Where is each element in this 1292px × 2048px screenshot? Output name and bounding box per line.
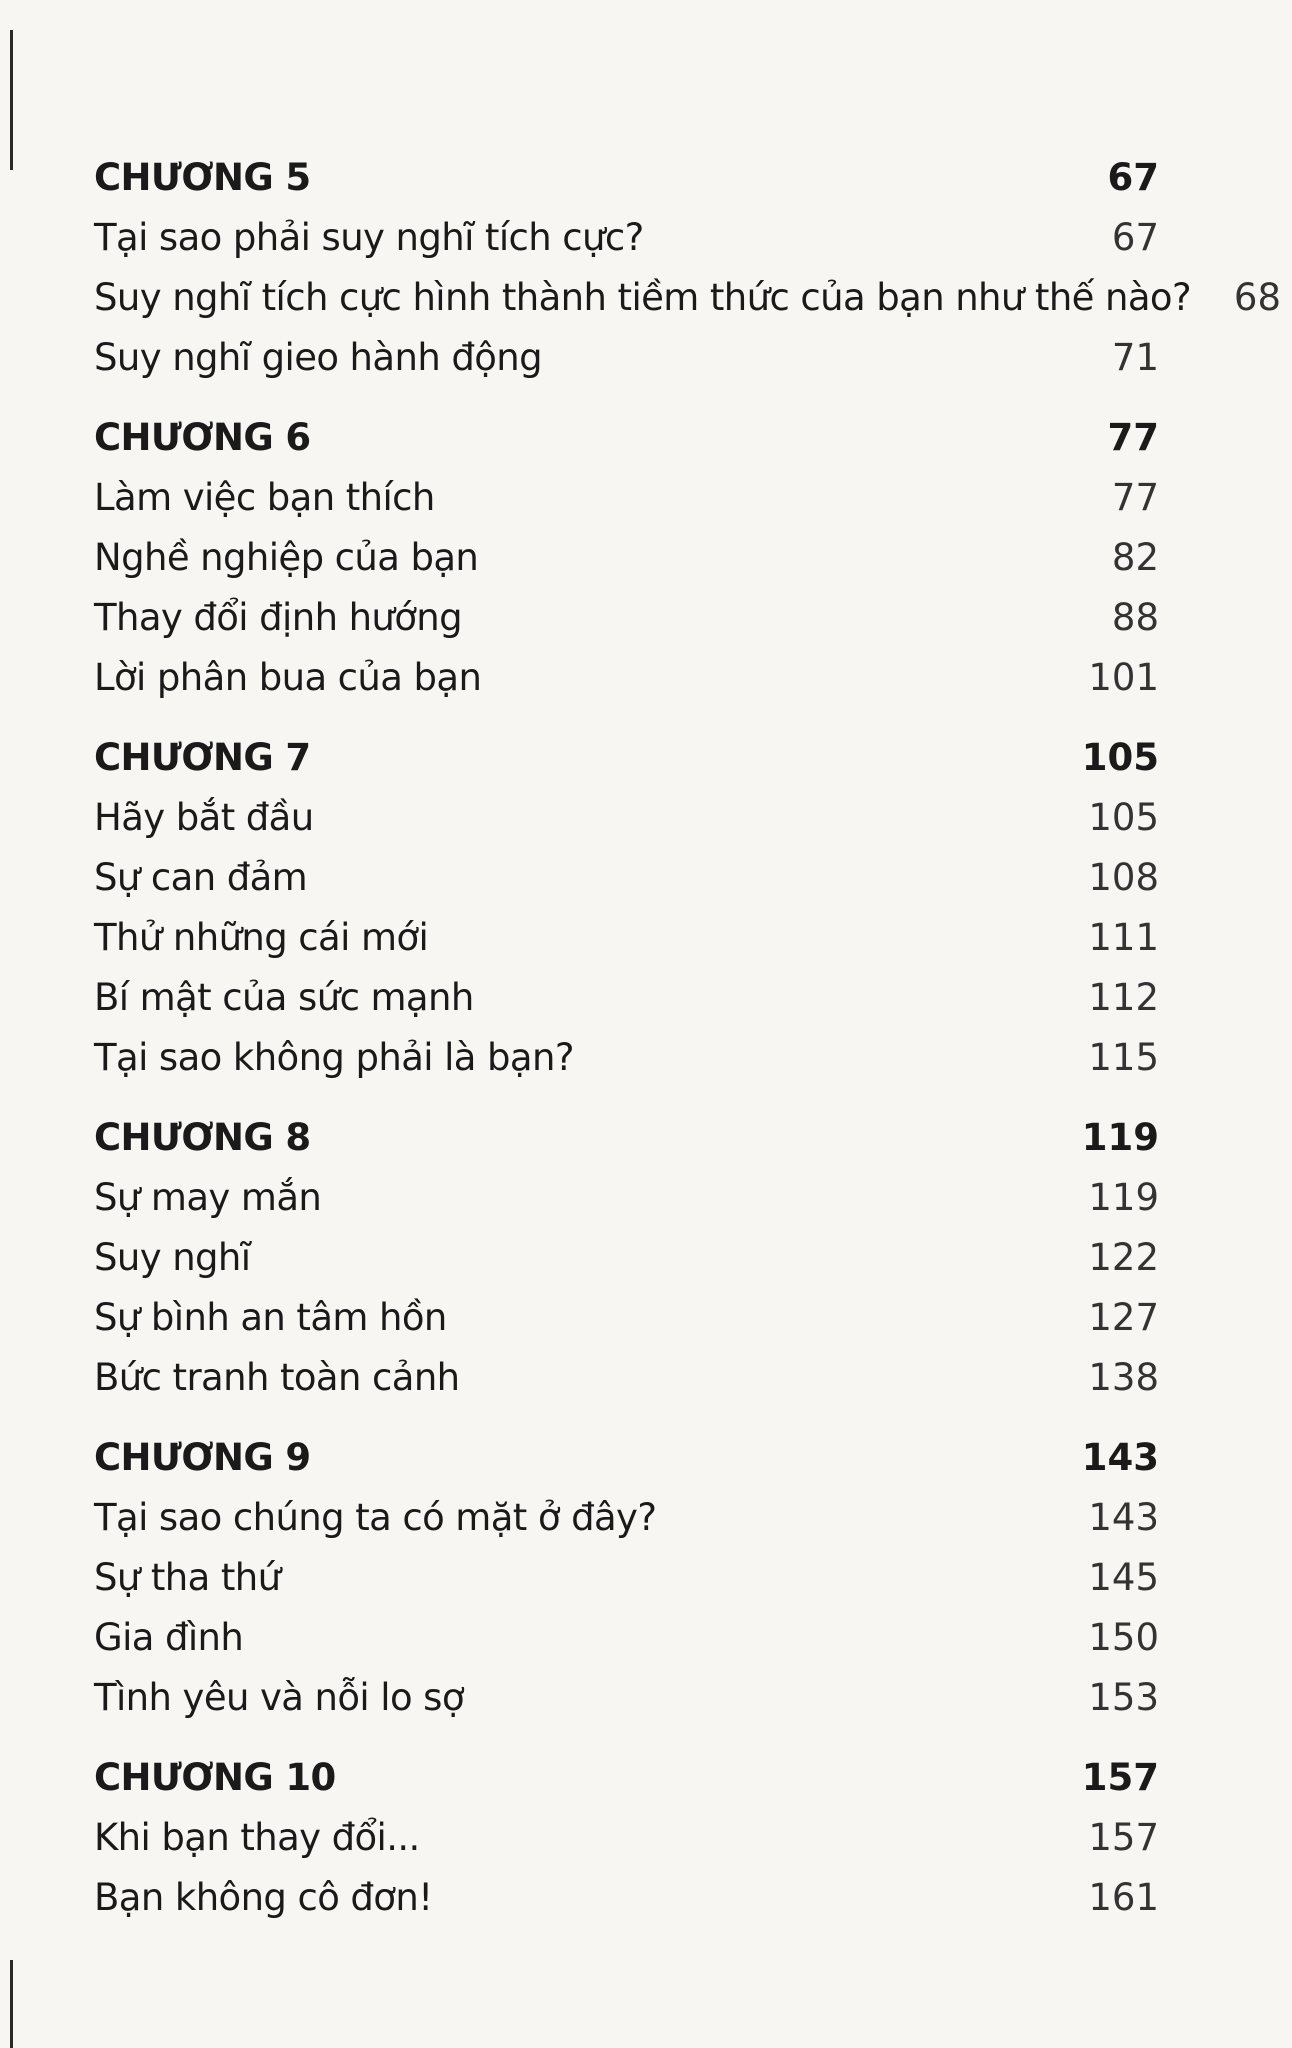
entry-page-number: 122: [1088, 1236, 1159, 1279]
toc-chapter: [94, 1108, 1159, 1408]
entry-title: Tại sao chúng ta có mặt ở đây?: [94, 1496, 657, 1539]
toc-entry: [94, 1228, 1159, 1288]
entry-title: Sự tha thứ: [94, 1556, 281, 1599]
entry-title: Suy nghĩ gieo hành động: [94, 336, 542, 379]
entry-page-number: 82: [1111, 536, 1159, 579]
entry-title: Suy nghĩ: [94, 1236, 251, 1279]
entry-title: Tại sao không phải là bạn?: [94, 1036, 574, 1079]
entry-page-number: 105: [1088, 796, 1159, 839]
chapter-heading: CHƯƠNG 7: [94, 736, 311, 779]
entry-title: Thay đổi định hướng: [94, 596, 463, 639]
toc-entry: [94, 1608, 1159, 1668]
toc-entry: [94, 1348, 1159, 1408]
entry-title: Suy nghĩ tích cực hình thành tiềm thức của bạn như thế nào?: [94, 276, 1192, 319]
entry-page-number: 157: [1088, 1816, 1159, 1859]
toc-entry: [94, 1288, 1159, 1348]
toc-entry: [94, 1028, 1159, 1088]
entry-page-number: 145: [1088, 1556, 1159, 1599]
toc-chapter: [94, 1748, 1159, 1928]
entry-page-number: 161: [1088, 1876, 1159, 1919]
toc-entry: [94, 908, 1159, 968]
toc-entry: [94, 268, 1282, 328]
entry-page-number: 101: [1088, 656, 1159, 699]
entry-page-number: 143: [1088, 1496, 1159, 1539]
toc-entry: [94, 468, 1159, 528]
entry-page-number: 67: [1111, 216, 1159, 259]
toc-entry: [94, 1488, 1159, 1548]
chapter-page-number: 67: [1107, 156, 1159, 199]
entry-title: Sự can đảm: [94, 856, 308, 899]
chapter-heading-row: [94, 1108, 1159, 1168]
chapter-page-number: 119: [1081, 1116, 1159, 1159]
toc-entry: [94, 968, 1159, 1028]
entry-page-number: 115: [1088, 1036, 1159, 1079]
chapter-page-number: 105: [1081, 736, 1159, 779]
entry-page-number: 153: [1088, 1676, 1159, 1719]
toc-chapter: [94, 148, 1282, 388]
entry-title: Tình yêu và nỗi lo sợ: [94, 1676, 464, 1719]
toc-entry: [94, 1168, 1159, 1228]
toc-entry: [94, 328, 1159, 388]
entry-title: Bí mật của sức mạnh: [94, 976, 474, 1019]
toc-entry: [94, 1868, 1159, 1928]
entry-title: Làm việc bạn thích: [94, 476, 435, 519]
chapter-heading-row: [94, 148, 1159, 208]
toc-entry: [94, 528, 1159, 588]
entry-page-number: 88: [1111, 596, 1159, 639]
chapter-heading-row: [94, 1428, 1159, 1488]
toc-entry: [94, 1808, 1159, 1868]
entry-title: Thử những cái mới: [94, 916, 429, 959]
entry-title: Gia đình: [94, 1616, 244, 1659]
entry-page-number: 150: [1088, 1616, 1159, 1659]
chapter-heading: CHƯƠNG 9: [94, 1436, 311, 1479]
entry-page-number: 71: [1111, 336, 1159, 379]
toc-chapter: [94, 1428, 1159, 1728]
entry-page-number: 111: [1088, 916, 1159, 959]
toc-chapter: [94, 408, 1159, 708]
entry-page-number: 108: [1088, 856, 1159, 899]
chapter-page-number: 77: [1107, 416, 1159, 459]
entry-title: Hãy bắt đầu: [94, 796, 314, 839]
entry-page-number: 127: [1088, 1296, 1159, 1339]
toc-entry: [94, 788, 1159, 848]
table-of-contents: [94, 148, 1282, 1948]
entry-page-number: 68: [1233, 276, 1282, 319]
chapter-page-number: 157: [1081, 1756, 1159, 1799]
page-edge-mark: [10, 30, 13, 170]
chapter-heading: CHƯƠNG 5: [94, 156, 311, 199]
entry-title: Lời phân bua của bạn: [94, 656, 482, 699]
entry-title: Nghề nghiệp của bạn: [94, 536, 479, 579]
entry-page-number: 112: [1088, 976, 1159, 1019]
toc-entry: [94, 648, 1159, 708]
toc-entry: [94, 1668, 1159, 1728]
page-edge-mark: [10, 1960, 13, 2048]
chapter-heading: CHƯƠNG 6: [94, 416, 311, 459]
entry-title: Sự bình an tâm hồn: [94, 1296, 447, 1339]
chapter-heading-row: [94, 1748, 1159, 1808]
entry-title: Sự may mắn: [94, 1176, 322, 1219]
toc-entry: [94, 1548, 1159, 1608]
chapter-heading: CHƯƠNG 10: [94, 1756, 336, 1799]
entry-page-number: 77: [1111, 476, 1159, 519]
entry-page-number: 119: [1088, 1176, 1159, 1219]
entry-title: Khi bạn thay đổi...: [94, 1816, 420, 1859]
toc-chapter: [94, 728, 1159, 1088]
toc-entry: [94, 588, 1159, 648]
entry-title: Bức tranh toàn cảnh: [94, 1356, 460, 1399]
entry-title: Tại sao phải suy nghĩ tích cực?: [94, 216, 644, 259]
entry-page-number: 138: [1088, 1356, 1159, 1399]
chapter-heading: CHƯƠNG 8: [94, 1116, 311, 1159]
chapter-heading-row: [94, 408, 1159, 468]
entry-title: Bạn không cô đơn!: [94, 1876, 433, 1919]
chapter-page-number: 143: [1081, 1436, 1159, 1479]
chapter-heading-row: [94, 728, 1159, 788]
toc-entry: [94, 208, 1159, 268]
toc-entry: [94, 848, 1159, 908]
